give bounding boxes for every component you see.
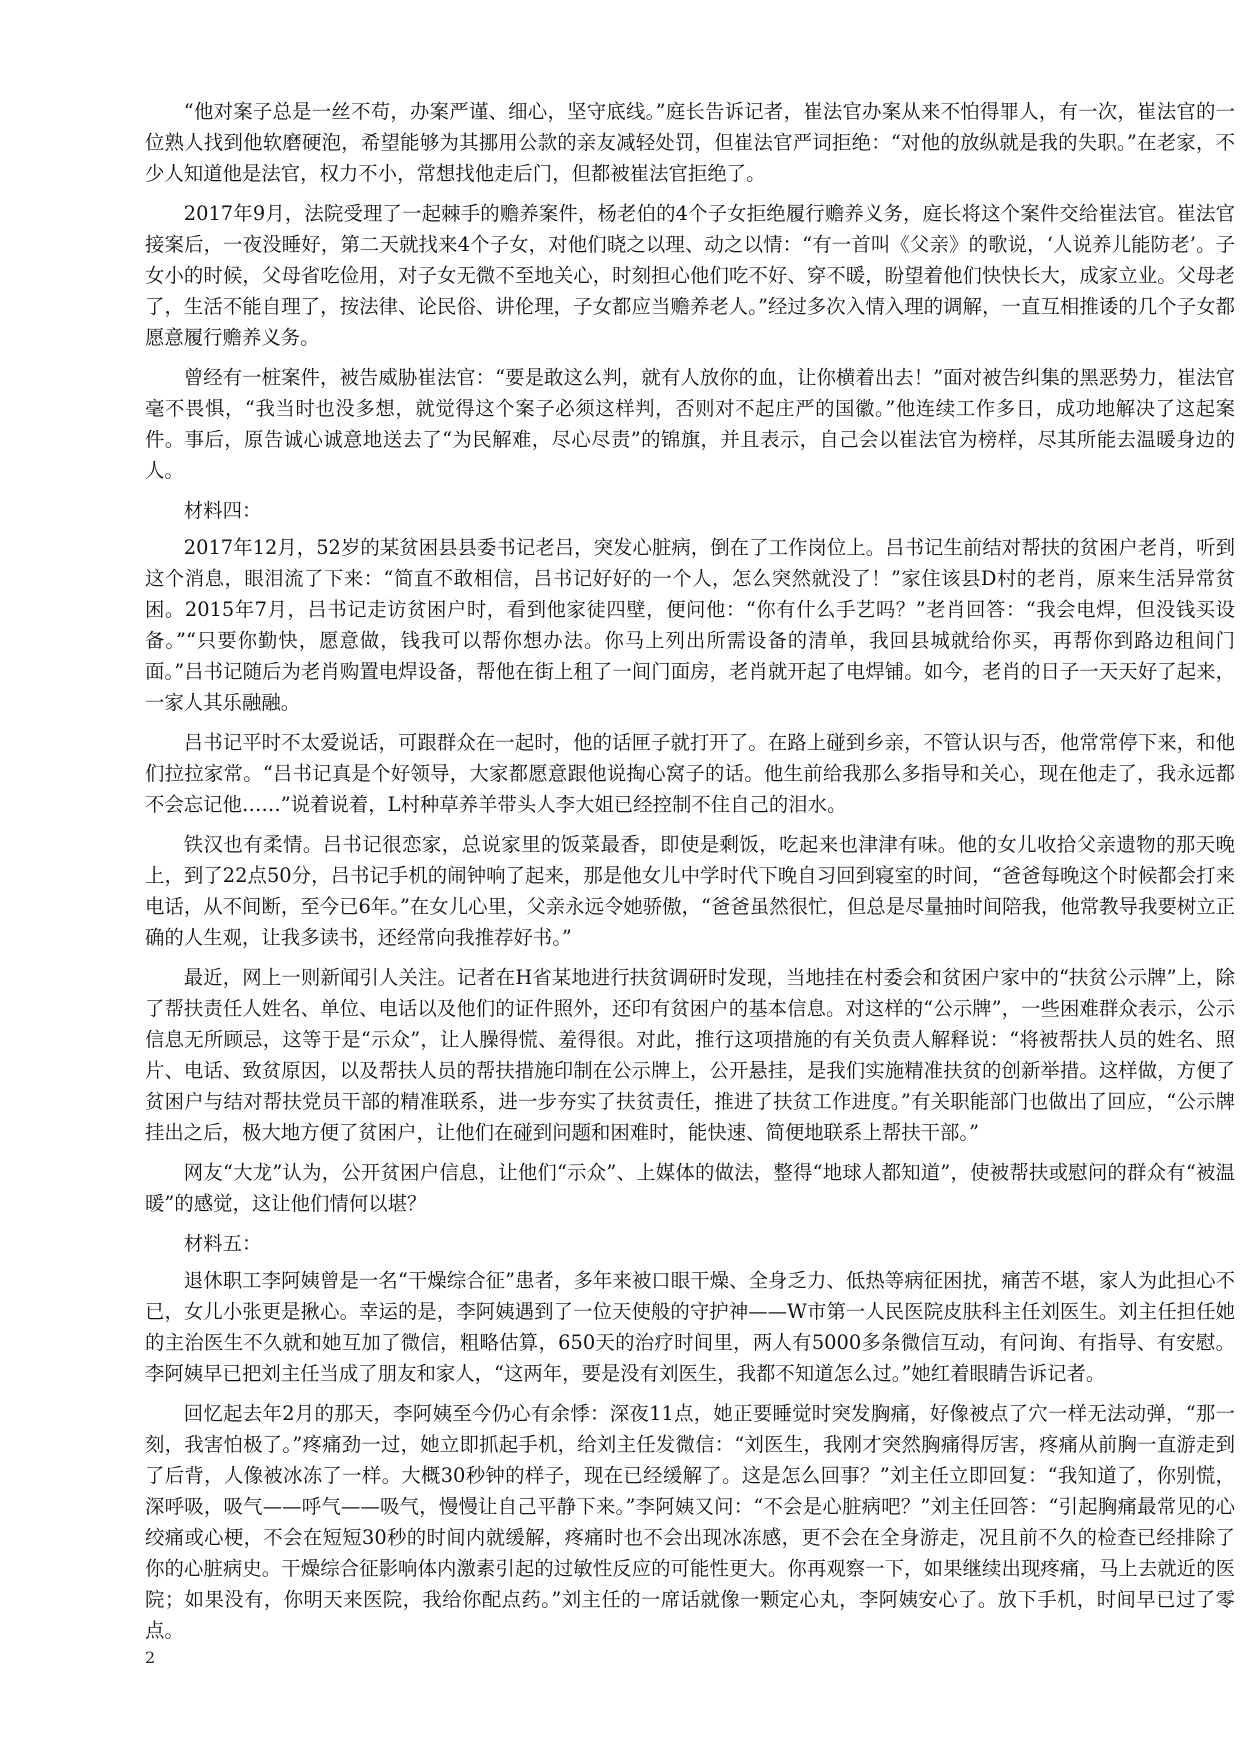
paragraph-poverty-sign: 最近，网上一则新闻引人关注。记者在H省某地进行扶贫调研时发现，当地挂在村委会和贫困户家中的“扶贫公示牌”上，除了帮扶责任人姓名、单位、电话以及他们的证件照外，还印有贫困户的基本信息。对这样的“公示牌”，一些困难群众表示，公示信息无所顾忌，这等于是“示众”，让人臊得慌、羞得很。对此，推行这项措施的有关负责人解释说：“将被帮扶人员的姓名、照片、电话、致贫原因，以及帮扶人员的帮扶措施印制在公示牌上，公开悬挂，是我们实施精准扶贫的创新举措。这样做，方便了贫困户与结对帮扶党员干部的精准联系，进一步夯实了扶贫责任，推进了扶贫工作进度。”有关职能部门也做出了回应，“公示牌挂出之后，极大地方便了贫困户，让他们在碰到问题和困难时，能快速、简便地联系上帮扶干部。” [145, 966, 1235, 1144]
paragraph-threat-case: 曾经有一桩案件，被告威胁崔法官：“要是敢这么判，就有人放你的血，让你横着出去！”面对被告纠集的黑恶势力，崔法官毫不畏惧，“我当时也没多想，就觉得这个案子必须这样判，否则对不起庄严的国徽。”他连续工作多日，成功地解决了这起案件。事后，原告诚心诚意地送去了“为民解难，尽心尽责”的锦旗，并且表示，自己会以崔法官为榜样，尽其所能去温暖身边的人。 [145, 366, 1235, 482]
paragraph-netizen-comment: 网友“大龙”认为，公开贫困户信息，让他们“示众”、上媒体的做法，整得“地球人都知道”，使被帮扶或慰问的群众有“被温暖”的感觉，这让他们情何以堪？ [145, 1161, 1235, 1215]
paragraph-judge-integrity: “他对案子总是一丝不苟，办案严谨、细心，坚守底线。”庭长告诉记者，崔法官办案从来不怕得罪人，有一次，崔法官的一位熟人找到他软磨硬泡，希望能够为其挪用公款的亲友减轻处罚，但崔法官严词拒绝：“对他的放纵就是我的失职。”在老家，不少人知道他是法官，权力不小，常想找他走后门，但都被崔法官拒绝了。 [145, 100, 1235, 185]
paragraph-patient-li: 退休职工李阿姨曾是一名“干燥综合征”患者，多年来被口眼干燥、全身乏力、低热等病征困扰，痛苦不堪，家人为此担心不已，女儿小张更是揪心。幸运的是，李阿姨遇到了一位天使般的守护神——W市第一人民医院皮肤科主任刘医生。刘主任担任她的主治医生不久就和她互加了微信，粗略估算，650天的治疗时间里，两人有5000多条微信互动，有问询、有指导、有安慰。李阿姨早已把刘主任当成了朋友和家人，“这两年，要是没有刘医生，我都不知道怎么过。”她红着眼睛告诉记者。 [145, 1269, 1235, 1385]
paragraph-chest-pain-night: 回忆起去年2月的那天，李阿姨至今仍心有余悸：深夜11点，她正要睡觉时突发胸痛，好像被点了穴一样无法动弹，“那一刻，我害怕极了。”疼痛劲一过，她立即抓起手机，给刘主任发微信：“刘医生，我刚才突然胸痛得厉害，疼痛从前胸一直游走到了后背，人像被冰冻了一样。大概30秒钟的样子，现在已经缓解了。这是怎么回事？”刘主任立即回复：“我知道了，你别慌，深呼吸，吸气——呼气——吸气，慢慢让自己平静下来。”李阿姨又问：“不会是心脏病吧？”刘主任回答：“引起胸痛最常见的心绞痛或心梗，不会在短短30秒的时间内就缓解，疼痛时也不会出现冰冻感，更不会在全身游走，况且前不久的检查已经排除了你的心脏病史。干燥综合征影响体内激素引起的过敏性反应的可能性更大。你再观察一下，如果继续出现疼痛，马上去就近的医院；如果没有，你明天来医院，我给你配点药。”刘主任的一席话就像一颗定心丸，李阿姨安心了。放下手机，时间早已过了零点。 [145, 1402, 1235, 1642]
paragraph-secretary-family: 铁汉也有柔情。吕书记很恋家，总说家里的饭菜最香，即使是剩饭，吃起来也津津有味。他的女儿收拾父亲遗物的那天晚上，到了22点50分，吕书记手机的闹钟响了起来，那是他女儿中学时代下晚自习回到寝室的时间，“爸爸每晚这个时候都会打来电话，从不间断，至今已6年。”在女儿心里，父亲永远令她骄傲，“爸爸虽然很忙，但总是尽量抽时间陪我，他常教导我要树立正确的人生观，让我多读书，还经常向我推荐好书。” [145, 833, 1235, 949]
paragraph-support-case: 2017年9月，法院受理了一起棘手的赡养案件，杨老伯的4个子女拒绝履行赡养义务，庭长将这个案件交给崔法官。崔法官接案后，一夜没睡好，第二天就找来4个子女，对他们晓之以理、动之以情：“有一首叫《父亲》的歌说，‘人说养儿能防老’。子女小的时候，父母省吃俭用，对子女无微不至地关心，时刻担心他们吃不好、穿不暖，盼望着他们快快长大，成家立业。父母老了，生活不能自理了，按法律、论民俗、讲伦理，子女都应当赡养老人。”经过多次入情入理的调解，一直互相推诿的几个子女都愿意履行赡养义务。 [145, 202, 1235, 349]
material-four-heading: 材料四： [183, 499, 262, 522]
document-page [145, 96, 1235, 1655]
page-number: 2 [145, 1648, 156, 1667]
paragraph-secretary-lv: 2017年12月，52岁的某贫困县县委书记老吕，突发心脏病，倒在了工作岗位上。吕书记生前结对帮扶的贫困户老肖，听到这个消息，眼泪流了下来：“简直不敢相信，吕书记好好的一个人，怎么突然就没了！”家住该县D村的老肖，原来生活异常贫困。2015年7月，吕书记走访贫困户时，看到他家徒四壁，便问他：“你有什么手艺吗？”老肖回答：“我会电焊，但没钱买设备。”“只要你勤快，愿意做，钱我可以帮你想办法。你马上列出所需设备的清单，我回县城就给你买，再帮你到路边租间门面。”吕书记随后为老肖购置电焊设备，帮他在街上租了一间门面房，老肖就开起了电焊铺。如今，老肖的日子一天天好了起来，一家人其乐融融。 [145, 536, 1235, 714]
paragraph-secretary-people: 吕书记平时不太爱说话，可跟群众在一起时，他的话匣子就打开了。在路上碰到乡亲，不管认识与否，他常常停下来，和他们拉拉家常。“吕书记真是个好领导，大家都愿意跟他说掏心窝子的话。他生前给我那么多指导和关心，现在他走了，我永远都不会忘记他……”说着说着，L村种草养羊带头人李大姐已经控制不住自己的泪水。 [145, 731, 1235, 816]
material-five-heading: 材料五： [183, 1232, 262, 1255]
